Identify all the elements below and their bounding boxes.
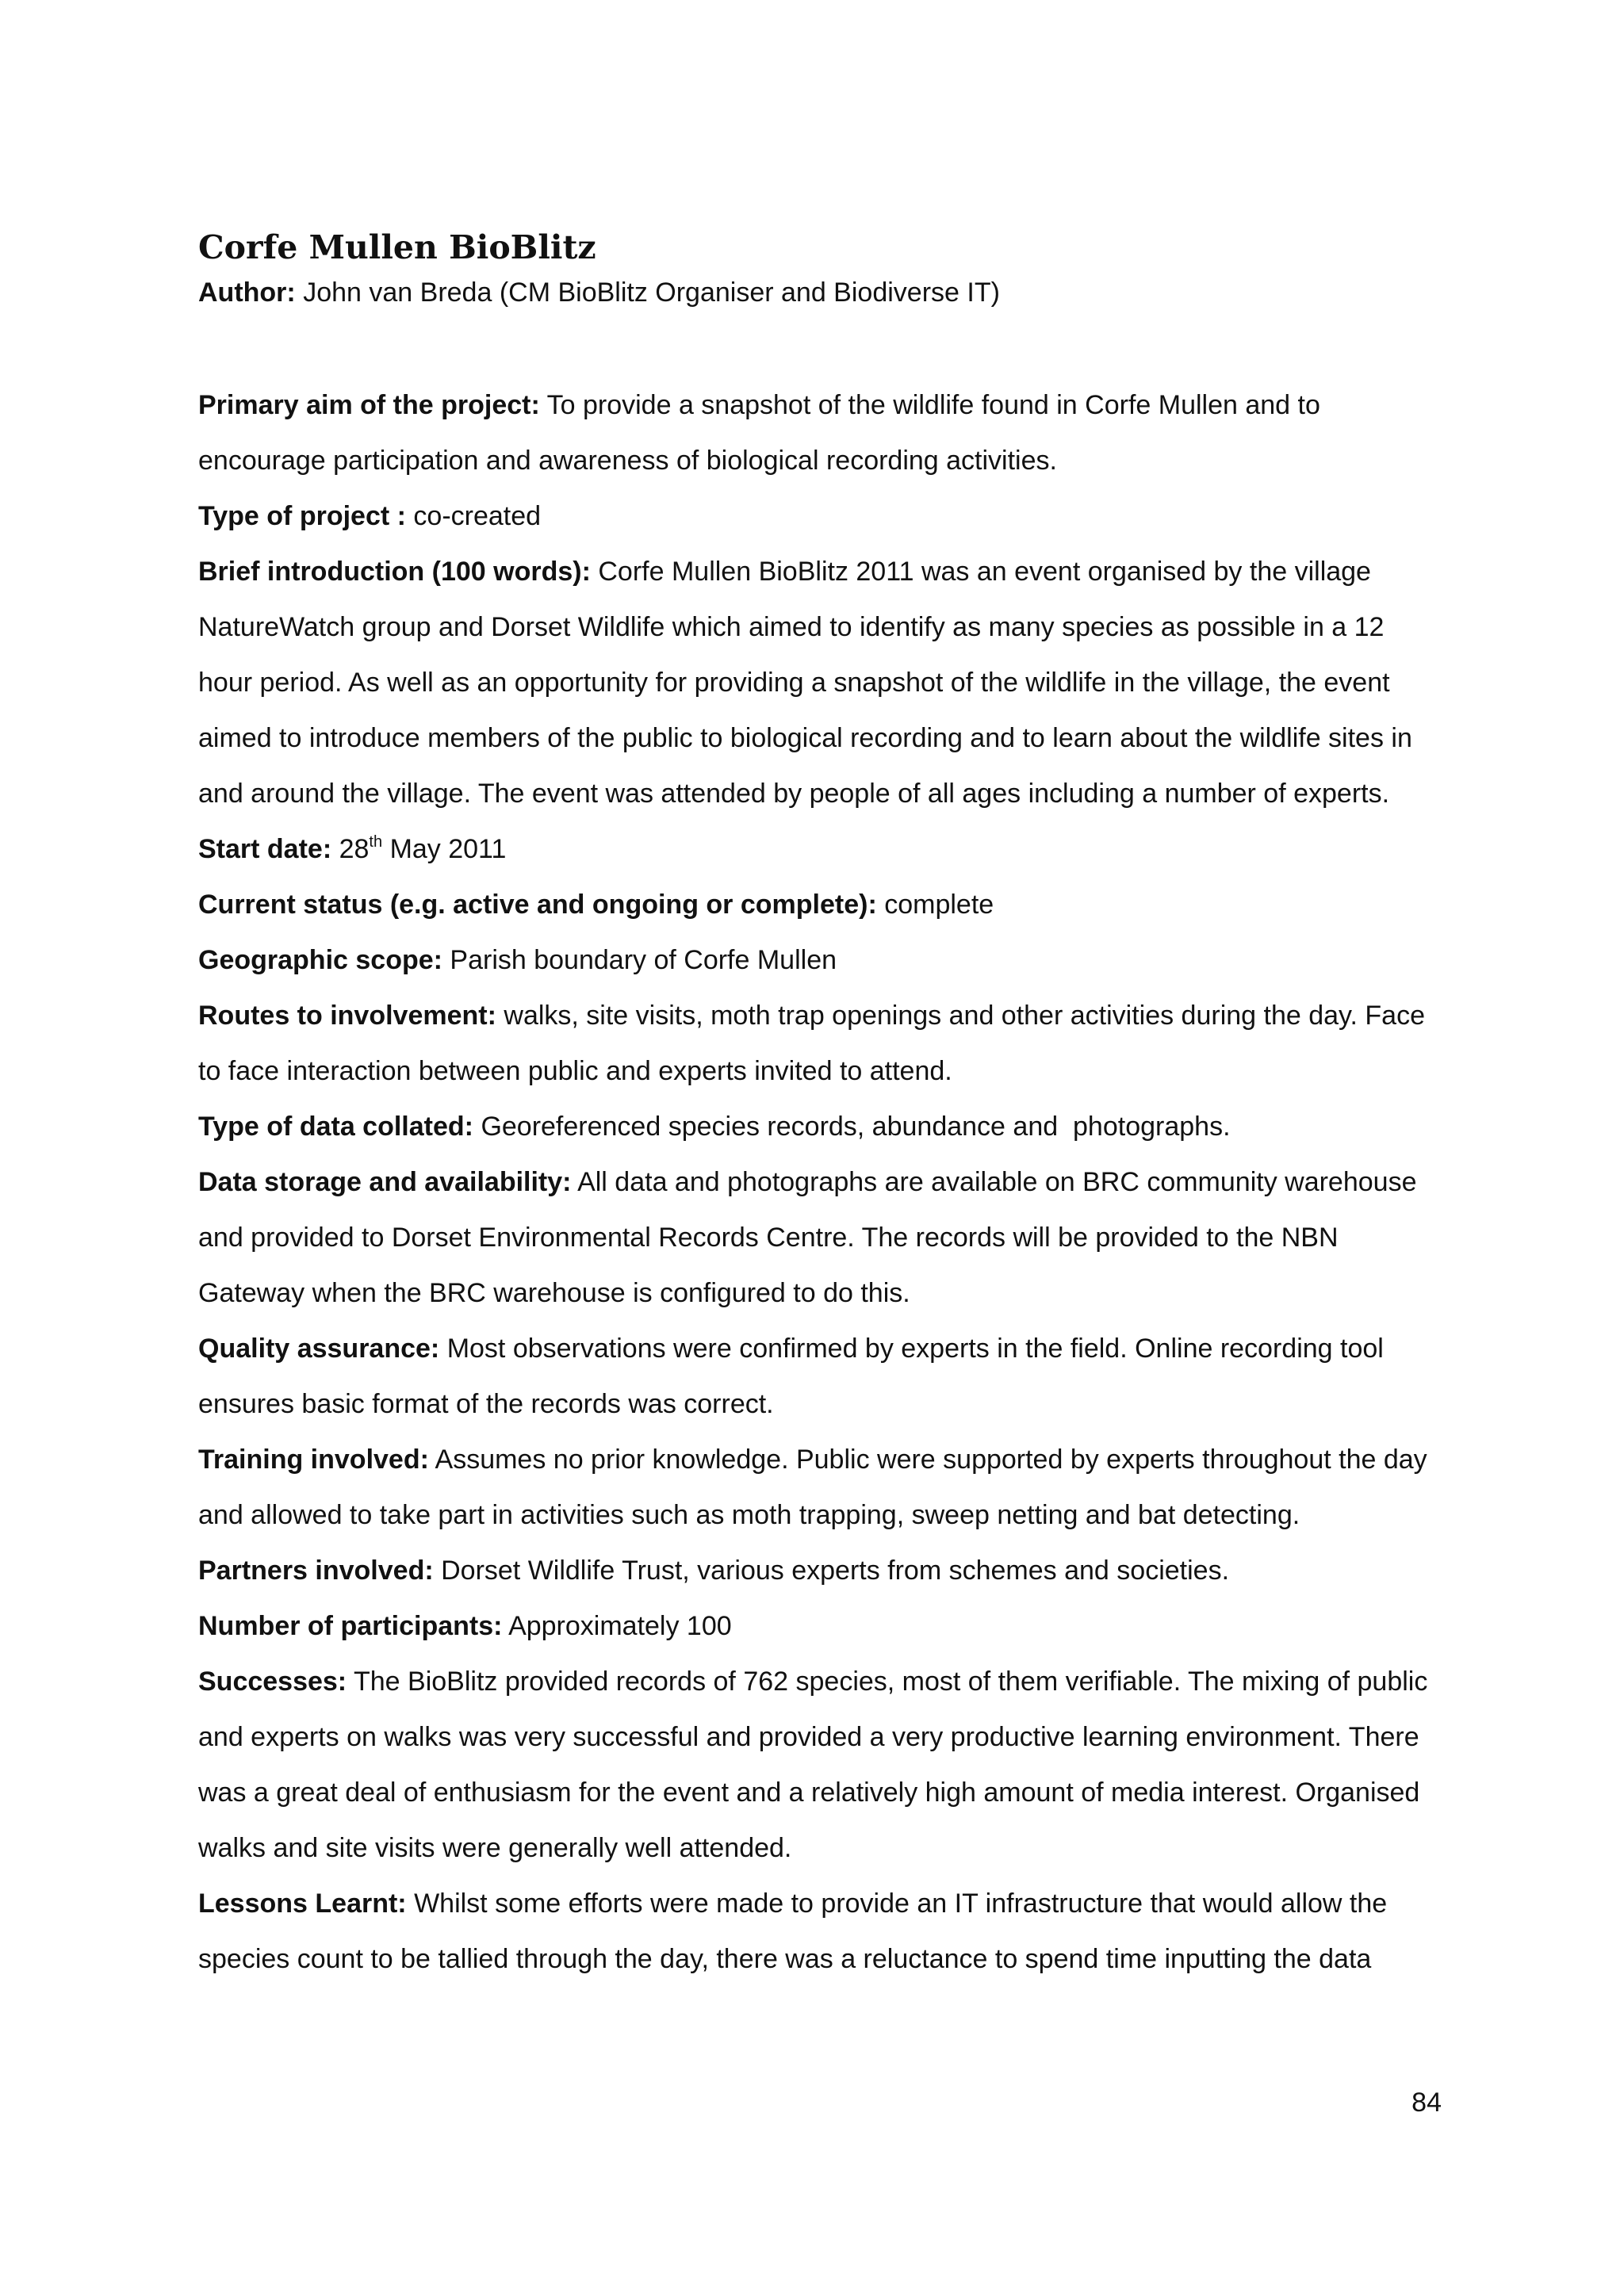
field-value: Dorset Wildlife Trust, various experts from schemes and societies. bbox=[441, 1556, 1230, 1586]
author-line bbox=[198, 273, 1000, 312]
field-quality-assurance bbox=[198, 1321, 1435, 1432]
field-label: Training involved: bbox=[198, 1445, 429, 1475]
field-value: Corfe Mullen BioBlitz 2011 was an event organised by the village NatureWatch group and Dorset Wildlife which aimed to identify as many species as possible in a 12 hour period. As well as an opportunity for providing a snapshot of the wildlife in the village, the event aimed to introduce members of the public to biological recording and to learn about the wildlife sites in and around the village. The event was attended by people of all ages including a number of experts. bbox=[198, 557, 1412, 809]
field-label: Successes: bbox=[198, 1667, 347, 1697]
field-number-of-participants bbox=[198, 1598, 1435, 1654]
field-label: Number of participants: bbox=[198, 1611, 503, 1641]
field-value: To provide a snapshot of the wildlife found in Corfe Mullen and to encourage participation and awareness of biological recording activities. bbox=[198, 390, 1320, 476]
field-label: Geographic scope: bbox=[198, 945, 442, 975]
field-geographic-scope bbox=[198, 932, 1435, 988]
field-value: walks, site visits, moth trap openings and other activities during the day. Face to face interaction between public and experts invited to attend. bbox=[198, 1001, 1426, 1086]
field-label: Routes to involvement: bbox=[198, 1001, 496, 1031]
field-value: co-created bbox=[413, 501, 542, 531]
field-label: Partners involved: bbox=[198, 1556, 434, 1586]
field-value: Approximately 100 bbox=[508, 1611, 732, 1641]
field-label: Primary aim of the project: bbox=[198, 390, 540, 420]
field-primary-aim bbox=[198, 377, 1435, 488]
field-label: Brief introduction (100 words): bbox=[198, 557, 591, 587]
field-successes bbox=[198, 1654, 1435, 1876]
field-start-date bbox=[198, 821, 1435, 877]
field-lessons-learnt bbox=[198, 1876, 1435, 1987]
field-partners-involved bbox=[198, 1543, 1435, 1598]
field-training-involved bbox=[198, 1432, 1435, 1543]
field-value: Assumes no prior knowledge. Public were supported by experts throughout the day and allowed to take part in activities such as moth trapping, sweep netting and bat detecting. bbox=[198, 1445, 1427, 1530]
field-label: Type of data collated: bbox=[198, 1112, 473, 1142]
project-details bbox=[198, 377, 1435, 1987]
field-label: Lessons Learnt: bbox=[198, 1888, 407, 1919]
field-label: Type of project : bbox=[198, 501, 406, 531]
author-value: John van Breda (CM BioBlitz Organiser and Biodiverse IT) bbox=[303, 277, 1000, 308]
start-date-day: 28 bbox=[339, 834, 370, 864]
field-value: Most observations were confirmed by experts in the field. Online recording tool ensures basic format of the records was correct. bbox=[198, 1334, 1384, 1419]
field-current-status bbox=[198, 877, 1435, 932]
field-value: complete bbox=[884, 890, 994, 920]
field-label: Current status (e.g. active and ongoing or complete): bbox=[198, 890, 877, 920]
author-label: Author: bbox=[198, 277, 296, 308]
field-type-of-data bbox=[198, 1099, 1435, 1154]
field-value: Whilst some efforts were made to provide an IT infrastructure that would allow the species count to be tallied through the day, there was a reluctance to spend time inputting the data bbox=[198, 1888, 1388, 1974]
field-label: Start date: bbox=[198, 834, 332, 864]
page-title: Corfe Mullen BioBlitz bbox=[198, 228, 596, 266]
field-data-storage bbox=[198, 1154, 1435, 1321]
field-value: Georeferenced species records, abundance and photographs. bbox=[481, 1112, 1231, 1142]
start-date-day-suffix: th bbox=[369, 832, 383, 851]
field-label: Data storage and availability: bbox=[198, 1167, 572, 1197]
page-number: 84 bbox=[1411, 2087, 1442, 2118]
field-value: All data and photographs are available on BRC community warehouse and provided to Dorset Environmental Records Centre. The records will be provided to the NBN Gateway when the BRC warehouse is configured to do this. bbox=[198, 1167, 1417, 1308]
start-date-month-year: May 2011 bbox=[389, 834, 507, 864]
field-type-of-project bbox=[198, 488, 1435, 544]
field-label: Quality assurance: bbox=[198, 1334, 440, 1364]
field-value: Parish boundary of Corfe Mullen bbox=[450, 945, 837, 975]
field-value: The BioBlitz provided records of 762 species, most of them verifiable. The mixing of public and experts on walks was very successful and provided a very productive learning environment. There was a great deal of enthusiasm for the event and a relatively high amount of media interest. Organised walks and site visits were generally well attended. bbox=[198, 1667, 1428, 1863]
field-routes-to-involvement bbox=[198, 988, 1435, 1099]
field-brief-introduction bbox=[198, 544, 1435, 821]
